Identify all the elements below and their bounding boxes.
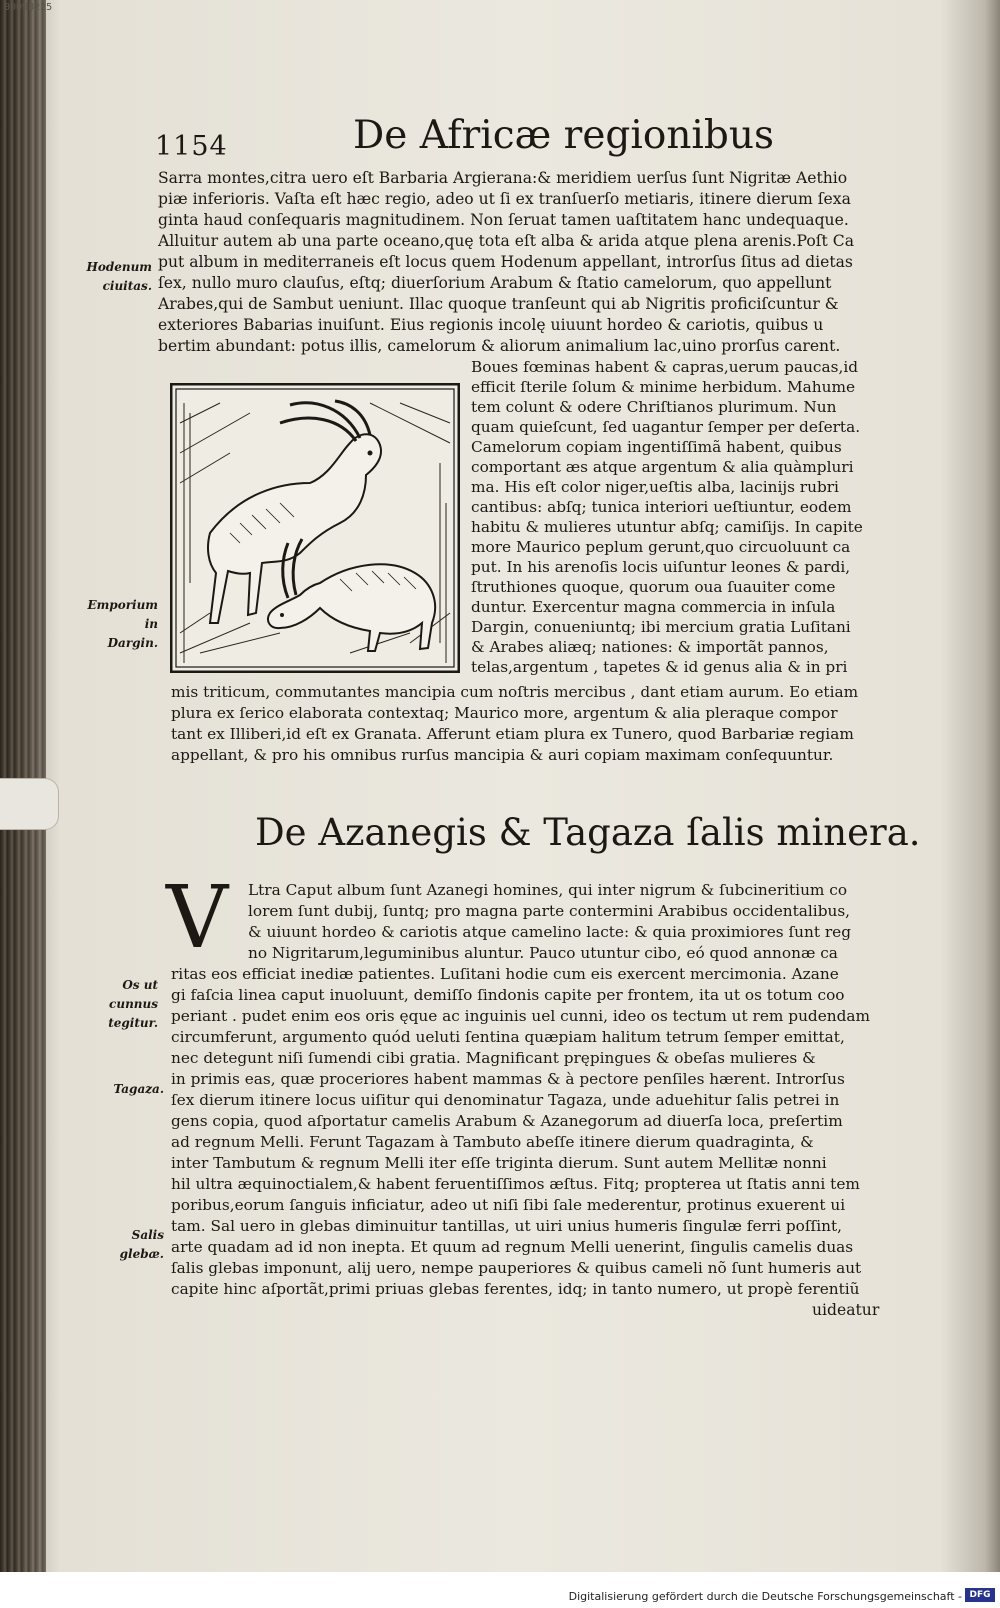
- marginal-note-emporium: [78, 596, 158, 653]
- text-line: mis triticum, commutantes mancipia cum noſtris mercibus , dant etiam aurum. Eo etiam: [171, 683, 859, 701]
- text-line: capite hinc aſportãt,primi priuas glebas ferentes, idq; in tanto numero, ut propè ferentiũ: [171, 1280, 860, 1298]
- text-line: gens copia, quod aſportatur camelis Arabum & Azanegorum ad diuerſa loca, preſertim: [171, 1112, 843, 1130]
- scan-reference-id: 00098225: [4, 2, 53, 13]
- text-line: more Maurico peplum gerunt,quo circuoluunt ca: [471, 538, 851, 556]
- catchword: uideatur: [812, 1301, 880, 1319]
- text-line: ritas eos efficiat inediæ patientes. Luſitani hodie cum eis exercent mercimonia. Azane: [171, 965, 839, 983]
- funding-credit: Digitalisierung gefördert durch die Deutsche Forschungsgemeinschaft -: [568, 1590, 962, 1603]
- text-line: & uiuunt hordeo & cariotis atque camelino lacte: & quia proximiores ſunt reg: [248, 923, 852, 941]
- marginal-note-hodenum: [72, 258, 152, 296]
- marginal-note-line: Emporium in: [87, 598, 158, 631]
- text-line: lorem ſunt dubij, ſuntq; pro magna parte contermini Arabibus occidentalibus,: [248, 902, 851, 920]
- text-line: habitu & mulieres utuntur abſq; camiſijs. In capite: [471, 518, 863, 536]
- running-title: De Africæ regionibus: [353, 113, 775, 158]
- text-line: Boues fœminas habent & capras,uerum paucas,id: [471, 358, 859, 376]
- marginal-note-tagaza: [84, 1080, 164, 1099]
- text-line: tam. Sal uero in glebas diminuitur tantillas, ut uiri unius humeris ſingulæ ferri poſſint,: [171, 1217, 842, 1235]
- marginal-note-salis: [84, 1226, 164, 1264]
- text-line: nec detegunt niſi ſumendi cibi gratia. Magnificant prępingues & obeſas mulieres &: [171, 1049, 816, 1067]
- text-line: efficit ſterile ſolum & minime herbidum. Mahume: [471, 378, 855, 396]
- text-line: ſalis glebas imponunt, alij uero, nempe pauperiores & quibus cameli nõ ſunt humeris aut: [171, 1259, 862, 1277]
- text-line: cantibus: abſq; tunica interiori ueſtiuntur, eodem: [471, 498, 852, 516]
- drop-cap: V: [166, 868, 229, 968]
- marginal-note-line: Tagaza.: [113, 1082, 164, 1096]
- marginal-note-line: Hodenum: [86, 260, 152, 274]
- text-line: in primis eas, quæ proceriores habent mammas & à pectore penſiles hærent. Introrſus: [171, 1070, 845, 1088]
- text-line: Ltra Caput album ſunt Azanegi homines, qui inter nigrum & ſubcineritium co: [248, 881, 848, 899]
- text-line: ſex, nullo muro clauſus, eſtq; diuerſorium Arabum & ſtatio camelorum, quo appellunt: [158, 274, 832, 292]
- marginal-note-line: tegitur.: [108, 1016, 158, 1030]
- dfg-logo: DFG: [965, 1588, 995, 1602]
- text-line: Sarra montes,citra uero eſt Barbaria Argierana:& meridiem uerſus ſunt Nigritæ Aethio: [158, 169, 848, 187]
- text-line: hil ultra æquinoctialem,& habent feruentiſſimos æſtus. Fitq; propterea ut ſtatis anni tem: [171, 1175, 860, 1193]
- text-line: tant ex Illiberi,id eſt ex Granata. Afferunt etiam plura ex Tunero, quod Barbariæ regiam: [171, 725, 854, 743]
- text-line: plura ex ſerico elaborata contextaq; Maurico more, argentum & alia pleraque compor: [171, 704, 838, 722]
- text-line: put. In his arenoſis locis uiſuntur leones & pardi,: [471, 558, 851, 576]
- text-line: circumferunt, argumento quód ueluti ſentina quæpiam halitum tetrum ſemper emittat,: [171, 1028, 845, 1046]
- text-line: put album in mediterraneis eſt locus quem Hodenum appellant, introrſus ſitus ad dietas: [158, 253, 853, 271]
- text-line: quam quieſcunt, ſed uagantur ſemper per deſerta.: [471, 418, 861, 436]
- text-line: telas,argentum , tapetes & id genus alia & in pri: [471, 658, 848, 676]
- text-line: Alluitur autem ab una parte oceano,quę tota eſt alba & arida atque plena arenis.Poſt Ca: [158, 232, 855, 250]
- footer-bar: [0, 1572, 1000, 1608]
- text-line: piæ inferioris. Vaſta eſt hæc regio, adeo ut ſi ex tranſuerſo metiaris, itinere dierum ſexa: [158, 190, 851, 208]
- marginal-note-line: Os ut cunnus: [109, 978, 158, 1011]
- text-line: ſex dierum itinere locus uiſitur qui denominatur Tagaza, unde aduehitur ſalis petrei in: [171, 1091, 840, 1109]
- goat-woodcut-illustration: [170, 383, 460, 673]
- text-line: comportant æs atque argentum & alia quàmpluri: [471, 458, 854, 476]
- text-line: no Nigritarum,leguminibus aluntur. Pauco utuntur cibo, eó quod annonæ ca: [248, 944, 838, 962]
- marginal-note-os-cunnus: [78, 976, 158, 1033]
- marginal-note-line: Dargin.: [107, 636, 158, 650]
- text-line: arte quadam ad id non inepta. Et quum ad regnum Melli uenerint, ſingulis camelis duas: [171, 1238, 854, 1256]
- text-line: gi faſcia linea caput inuoluunt, demiſſo ſindonis capite per frontem, ita ut os totum coo: [171, 986, 845, 1004]
- text-line: Dargin, conueniuntq; ibi mercium gratia Luſitani: [471, 618, 851, 636]
- text-line: Arabes,qui de Sambut ueniunt. Illac quoque tranſeunt qui ab Nigritis proficiſcuntur &: [158, 295, 839, 313]
- text-line: tem colunt & odere Chriſtianos plurimum. Nun: [471, 398, 837, 416]
- section-heading: De Azanegis & Tagaza ſalis minera.: [255, 811, 921, 854]
- marginal-note-line: ciuitas.: [102, 279, 152, 293]
- page-number: 1154: [155, 131, 228, 162]
- text-line: poribus,eorum ſanguis inficiatur, adeo ut niſi ſibi ſale mederentur, protinus exuerent ui: [171, 1196, 846, 1214]
- text-line: ſtruthiones quoque, quorum oua ſuauiter come: [471, 578, 836, 596]
- text-line: Camelorum copiam ingentiſſimã habent, quibus: [471, 438, 842, 456]
- text-line: ma. His eſt color niger,ueſtis alba, lacinijs rubri: [471, 478, 839, 496]
- text-line: duntur. Exercentur magna commercia in inſula: [471, 598, 836, 616]
- text-line: bertim abundant: potus illis, camelorum & aliorum animalium lac,uino prorſus carent.: [158, 337, 841, 355]
- text-line: ginta haud conſequaris magnitudinem. Non ſeruat tamen uaſtitatem hanc undequaque.: [158, 211, 849, 229]
- text-line: exteriores Babarias inuiſunt. Eius regionis incolę uiuunt hordeo & cariotis, quibus u: [158, 316, 824, 334]
- text-line: inter Tambutum & regnum Melli iter eſſe triginta dierum. Sunt autem Mellitæ nonni: [171, 1154, 827, 1172]
- text-line: appellant, & pro his omnibus rurſus mancipia & auri copiam maximam conſequuntur.: [171, 746, 834, 764]
- text-line: & Arabes aliæq; nationes: & importãt pannos,: [471, 638, 829, 656]
- text-line: periant . pudet enim eos oris ęque ac inguinis uel cunni, ideo os tectum ut rem pudendam: [171, 1007, 871, 1025]
- marginal-note-line: Salis glebæ.: [119, 1228, 164, 1261]
- text-line: ad regnum Melli. Ferunt Tagazam à Tambuto abeſſe itinere dierum quadraginta, &: [171, 1133, 814, 1151]
